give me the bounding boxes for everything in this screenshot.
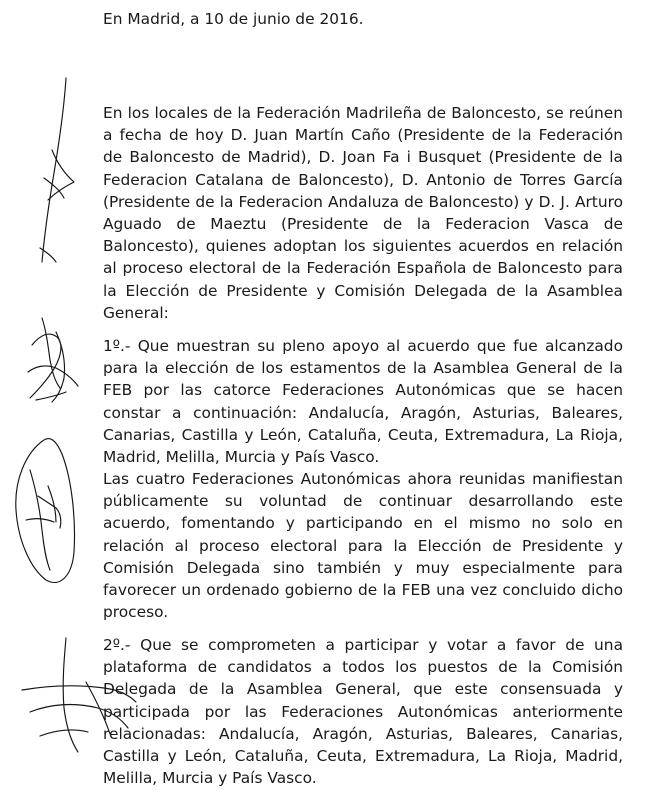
- signature-3: [16, 439, 75, 583]
- intro-paragraph: En los locales de la Federación Madrileña de Baloncesto, se reúnen a fecha de hoy D. Juan Martín Caño (Presidente de la Federación de Baloncesto de Madrid), D. Joan Fa i Busquet (Presidente de la Federacion Catalana de Baloncesto), D. Antonio de Torres García (Presidente de la Federacion Andaluza de Baloncesto) y D. J. Arturo Aguado de Maeztu (Presidente de la Federacion Vasca de Baloncesto), quienes adoptan los siguientes acuerdos en relación al proceso electoral de la Federación Española de Baloncesto para la Elección de Presidente y Comisión Delegada de la Asamblea General:: [103, 104, 623, 322]
- signature-2: [28, 318, 78, 402]
- agreement-point-one: 1º.- Que muestran su pleno apoyo al acuerdo que fue alcanzado para la elección de los estamentos de la Asamblea General de la FEB por las catorce Federaciones Autonómicas que se hacen constar a continuación: Andalucía, Aragón, Asturias, Baleares, Canarias, Castilla y León, Cataluña, Ceuta, Extremadura, La Rioja, Madrid, Melilla, Murcia y País Vasco.: [103, 337, 623, 467]
- dateline: En Madrid, a 10 de junio de 2016.: [103, 10, 364, 28]
- four-federations-paragraph: Las cuatro Federaciones Autonómicas ahora reunidas manifiestan públicamente su voluntad de continuar desarrollando este acuerdo, fomentando y participando en el mismo no solo en relación al proceso electoral para la Elección de Presidente y Comisión Delegada sino también y muy especialmente para favorecer un ordenado gobierno de la FEB una vez concluido dicho proceso.: [103, 470, 623, 622]
- agreement-point-two: 2º.- Que se comprometen a participar y votar a favor de una plataforma de candidatos a todos los puestos de la Comisión Delegada de la Asamblea General, que este consensuada y participada por las Federaciones Autonómicas anteriormente relacionadas: Andalucía, Aragón, Asturias, Baleares, Canarias, Castilla y León, Cataluña, Ceuta, Extremadura, La Rioja, Madrid, Melilla, Murcia y País Vasco.: [103, 636, 623, 788]
- signature-1: [40, 78, 74, 262]
